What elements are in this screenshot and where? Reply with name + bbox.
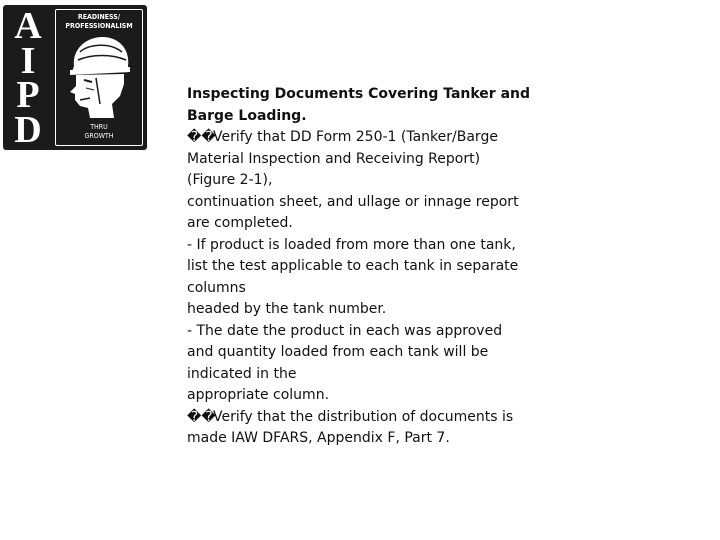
- bullet-glyph: ��: [187, 408, 216, 425]
- line-text: list the test applicable to each tank in separate: [187, 258, 519, 274]
- logo-motto-bottom: [56, 123, 142, 141]
- text-line: [187, 213, 547, 235]
- logo-letter-i: I: [20, 39, 36, 82]
- text-line: [187, 385, 547, 407]
- text-line: [187, 321, 547, 343]
- document-body: [187, 84, 547, 450]
- logo-motto-top: [56, 13, 142, 31]
- line-text: - The date the product in each was approved: [187, 322, 503, 339]
- text-line: [187, 192, 547, 214]
- line-text: are completed.: [187, 215, 293, 231]
- line-text: and quantity loaded from each tank will be: [187, 344, 489, 360]
- logo-letter-a: A: [14, 5, 42, 47]
- line-text: (Figure 2-1),: [187, 172, 273, 188]
- text-line: [187, 170, 547, 192]
- line-text: made IAW DFARS, Appendix F, Part 7.: [187, 430, 450, 446]
- text-line: [187, 149, 547, 171]
- logo-motto-line: GROWTH: [84, 132, 114, 140]
- text-line: [187, 235, 547, 257]
- bullet-item: [187, 407, 547, 429]
- document-title: Inspecting Documents Covering Tanker and Barge Loading.: [187, 86, 531, 124]
- text-line: [187, 256, 547, 278]
- line-text: headed by the tank number.: [187, 301, 387, 317]
- bullet-item: [187, 127, 547, 149]
- text-line: [187, 428, 547, 450]
- line-text: appropriate column.: [187, 387, 330, 403]
- logo-emblem: [55, 9, 143, 146]
- document-lines: [187, 127, 547, 450]
- line-text: continuation sheet, and ullage or innage report: [187, 193, 519, 210]
- aipd-logo: [3, 5, 147, 150]
- text-line: [187, 342, 547, 364]
- line-text: Material Inspection and Receiving Report): [187, 150, 481, 167]
- line-text: indicated in the: [187, 365, 297, 382]
- line-text: - If product is loaded from more than one tank,: [187, 236, 516, 253]
- text-line: [187, 278, 547, 300]
- logo-letter-p: P: [16, 74, 40, 117]
- logo-motto-line: READINESS/: [77, 13, 121, 21]
- logo-motto-line: PROFESSIONALISM: [65, 22, 133, 30]
- line-text: columns: [187, 279, 246, 296]
- bullet-glyph: ��: [187, 129, 216, 145]
- text-line: [187, 364, 547, 386]
- logo-motto-line: THRU: [90, 123, 108, 131]
- text-line: [187, 299, 547, 321]
- logo-letter-d: D: [14, 108, 42, 151]
- line-text: Verify that DD Form 250-1 (Tanker/Barge: [213, 129, 498, 145]
- line-text: Verify that the distribution of documents is: [213, 408, 514, 425]
- logo-letters: [7, 5, 49, 151]
- soldier-helmet-icon: [66, 34, 134, 122]
